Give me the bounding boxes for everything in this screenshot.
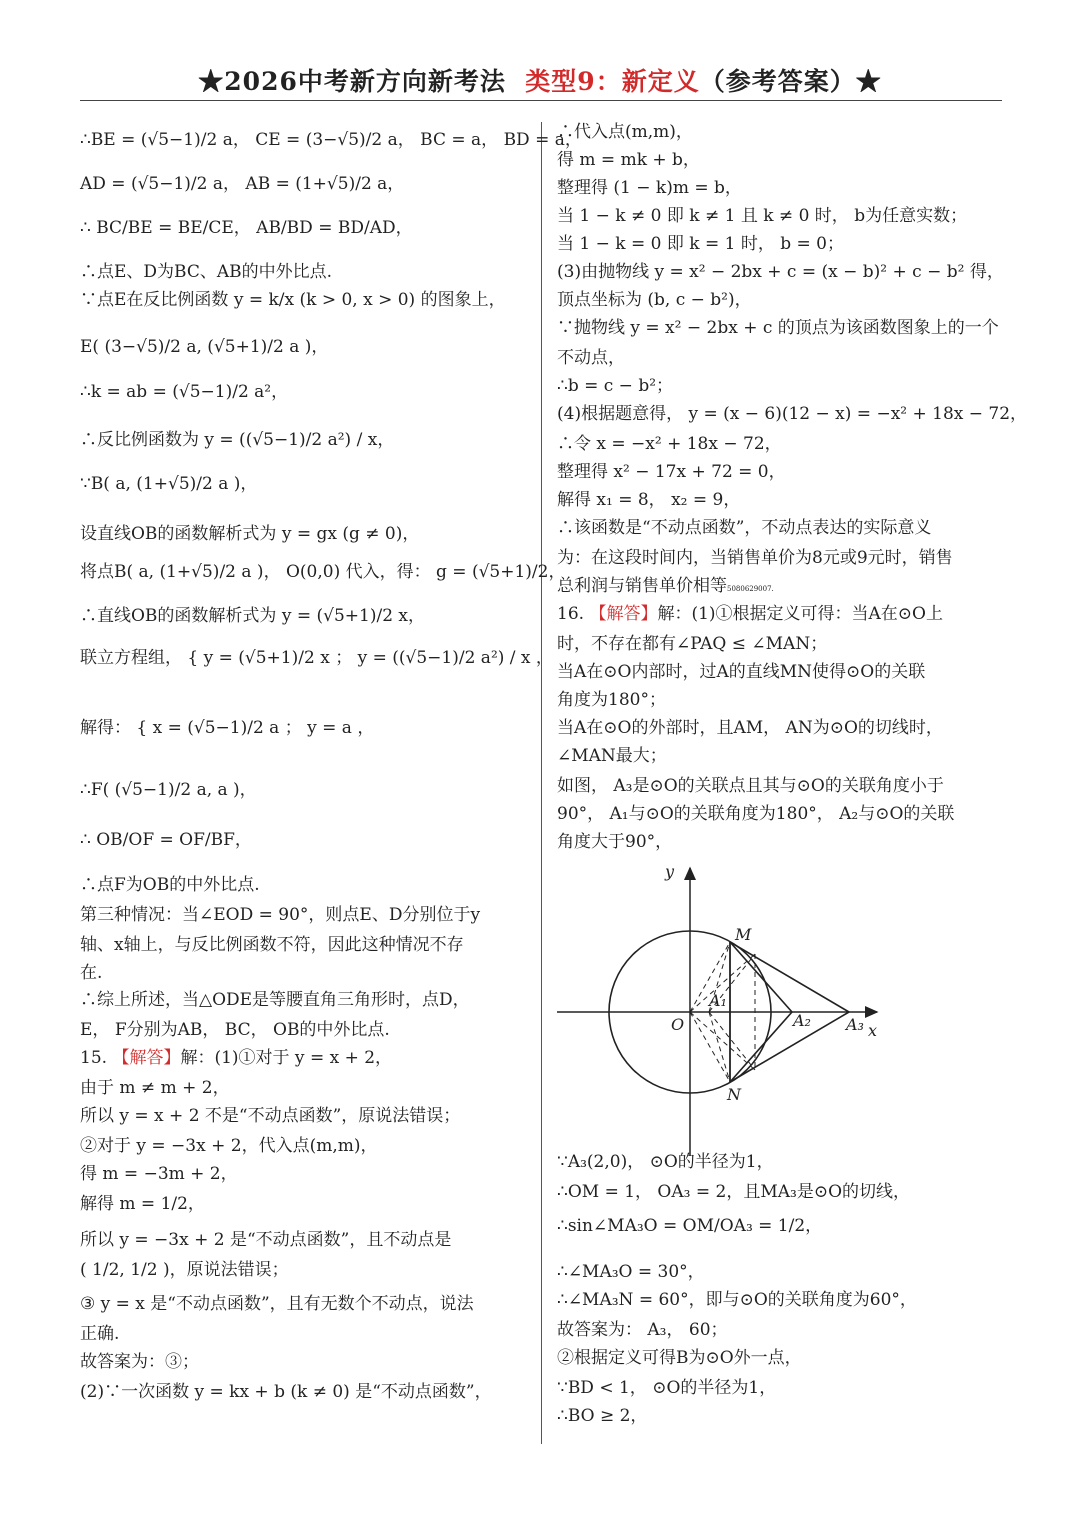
left-line: 所以 y = x + 2 不是“不动点函数”，原说法错误； (80, 1106, 461, 1126)
line-na2 (730, 1012, 792, 1082)
left-line: 解得 m = 1/2， (80, 1194, 205, 1214)
left-line: ∴k = ab = (√5−1)/2 a²， (80, 382, 289, 402)
header-suffix: （参考答案）★ (699, 67, 882, 96)
left-line: AD = (√5−1)/2 a， AB = (1+√5)/2 a， (80, 174, 405, 194)
left-line: E( (3−√5)/2 a, (√5+1)/2 a )， (80, 337, 329, 357)
left-line: 设直线OB的函数解析式为 y = gx (g ≠ 0)， (80, 524, 420, 544)
label-a1: A₁ (709, 991, 727, 1010)
right-line: ∴代入点(m,m)， (557, 122, 693, 142)
right-line: 整理得 x² − 17x + 72 = 0， (557, 462, 786, 482)
label-n: N (727, 1085, 741, 1104)
right-line: ∵抛物线 y = x² − 2bx + c 的顶点为该函数图象上的一个 (557, 318, 999, 338)
left-line: ∴综上所述，当△ODE是等腰直角三角形时，点D， (80, 990, 470, 1010)
left-line: 解得： { x = (√5−1)/2 a ； y = a ， (80, 718, 375, 738)
right-line: 角度大于90°， (557, 832, 673, 852)
right-line: 角度为180°； (557, 690, 666, 710)
header-main: 2026中考新方向新考法 (224, 67, 506, 96)
column-divider (541, 122, 542, 1444)
right-line: 解得 x₁ = 8， x₂ = 9， (557, 490, 741, 510)
left-line: 故答案为：③； (80, 1352, 199, 1372)
left-line: ②对于 y = −3x + 2，代入点(m,m)， (80, 1136, 378, 1156)
right-line: 整理得 (1 − k)m = b， (557, 178, 742, 198)
label-x: x (868, 1021, 878, 1040)
answer-tag: 【解答】 (589, 604, 658, 624)
tiny-code: 5080629007. (727, 585, 774, 593)
right-line: 时，不存在都有∠PAQ ≤ ∠MAN； (557, 634, 828, 654)
right-line: ∴∠MA₃N = 60°，即与⊙O的关联角度为60°， (557, 1290, 917, 1310)
left-line: ∴点F为OB的中外比点. (80, 875, 260, 895)
right-line: ∴sin∠MA₃O = OM/OA₃ = 1/2， (557, 1216, 823, 1236)
right-line: 当A在⊙O内部时，过A的直线MN使得⊙O的关联 (557, 662, 926, 682)
left-line: (2)∵一次函数 y = kx + b (k ≠ 0) 是“不动点函数”， (80, 1382, 492, 1402)
right-line: 不动点， (557, 348, 625, 368)
left-line: 将点B( a, (1+√5)/2 a )， O(0,0) 代入，得： g = (√5+1)/2， (80, 562, 566, 582)
right-line: 90°， A₁与⊙O的关联角度为180°， A₂与⊙O的关联 (557, 804, 955, 824)
left-line: 由于 m ≠ m + 2， (80, 1078, 230, 1098)
left-line: ∵点E在反比例函数 y = k/x (k > 0, x > 0) 的图象上， (80, 290, 506, 310)
right-line: 当A在⊙O的外部时，且AM， AN为⊙O的切线时， (557, 718, 943, 738)
left-line: ∴ BC/BE = BE/CE， AB/BD = BD/AD， (80, 218, 413, 238)
page-header (0, 62, 1080, 98)
answer-tag: 【解答】 (112, 1048, 181, 1068)
left-line: 轴、x轴上，与反比例函数不符，因此这种情况不存 (80, 935, 464, 955)
right-line: ∴b = c − b²； (557, 376, 674, 396)
left-line: ∴BE = (√5−1)/2 a， CE = (3−√5)/2 a， BC = a， BD = a， (80, 130, 582, 150)
star-icon: ★ (198, 67, 225, 96)
left-line: 15. 【解答】解：(1)①对于 y = x + 2， (80, 1048, 393, 1068)
right-line: 如图， A₃是⊙O的关联点且其与⊙O的关联角度小于 (557, 776, 944, 796)
right-line: (3)由抛物线 y = x² − 2bx + c = (x − b)² + c − b² 得， (557, 262, 1004, 282)
left-line: ∴直线OB的函数解析式为 y = (√5+1)/2 x， (80, 606, 425, 626)
label-a3: A₃ (846, 1015, 864, 1034)
tangent-ma3 (730, 942, 849, 1012)
header-divider (80, 100, 1002, 101)
right-line: ∵BD < 1， ⊙O的半径为1， (557, 1378, 777, 1398)
label-a2: A₂ (793, 1011, 811, 1030)
left-line: E， F分别为AB， BC， OB的中外比点. (80, 1020, 390, 1040)
right-line: ∴令 x = −x² + 18x − 72， (557, 434, 782, 454)
right-line: 得 m = mk + b， (557, 150, 700, 170)
right-line: 故答案为： A₃， 60； (557, 1320, 728, 1340)
right-line: ∵A₃(2,0)， ⊙O的半径为1， (557, 1152, 774, 1172)
right-line: 当 1 − k ≠ 0 即 k ≠ 1 且 k ≠ 0 时， b为任意实数； (557, 206, 968, 226)
left-line: 正确. (80, 1324, 120, 1344)
right-line: ∴该函数是“不动点函数”，不动点表达的实际意义 (557, 518, 932, 538)
right-line: ∴∠MA₃O = 30°， (557, 1262, 705, 1282)
left-line: ∵B( a, (1+√5)/2 a )， (80, 474, 258, 494)
right-line: 总利润与销售单价相等5080629007. (557, 576, 774, 596)
right-line: ∴BO ≥ 2， (557, 1406, 648, 1426)
left-line: ∴F( (√5−1)/2 a, a )， (80, 780, 257, 800)
right-line: 为：在这段时间内，当销售单价为8元或9元时，销售 (557, 548, 953, 568)
left-line: ∴ OB/OF = OF/BF， (80, 830, 252, 850)
left-line: 在. (80, 963, 103, 983)
left-line: 联立方程组， { y = (√5+1)/2 x ； y = ((√5−1)/2 a²) / x ， (80, 648, 553, 668)
right-line: 顶点坐标为 (b, c − b²)， (557, 290, 752, 310)
left-line: ∴反比例函数为 y = ((√5−1)/2 a²) / x， (80, 430, 395, 450)
header-type: 类型9：新定义 (525, 67, 700, 96)
left-line: ∴点E、D为BC、AB的中外比点. (80, 262, 333, 282)
circle-diagram (557, 858, 897, 1158)
left-line: ( 1/2, 1/2 )，原说法错误； (80, 1260, 289, 1280)
left-line: 所以 y = −3x + 2 是“不动点函数”，且不动点是 (80, 1230, 452, 1250)
right-line: 当 1 − k = 0 即 k = 1 时， b = 0； (557, 234, 844, 254)
right-line: (4)根据题意得， y = (x − 6)(12 − x) = −x² + 18x − 72， (557, 404, 1028, 424)
label-o: O (671, 1015, 685, 1034)
left-line: 第三种情况：当∠EOD = 90°，则点E、D分别位于y (80, 905, 481, 925)
left-line: 得 m = −3m + 2， (80, 1164, 238, 1184)
label-y: y (665, 862, 675, 881)
right-line: ②根据定义可得B为⊙O外一点， (557, 1348, 802, 1368)
right-line: ∠MAN最大； (557, 746, 667, 766)
right-line: 16. 【解答】解：(1)①根据定义可得：当A在⊙O上 (557, 604, 943, 624)
label-m: M (735, 925, 752, 944)
line-ma2 (730, 942, 792, 1012)
tangent-na3 (730, 1012, 849, 1082)
left-line: ③ y = x 是“不动点函数”，且有无数个不动点，说法 (80, 1294, 474, 1314)
right-line: ∴OM = 1， OA₃ = 2，且MA₃是⊙O的切线， (557, 1182, 911, 1202)
